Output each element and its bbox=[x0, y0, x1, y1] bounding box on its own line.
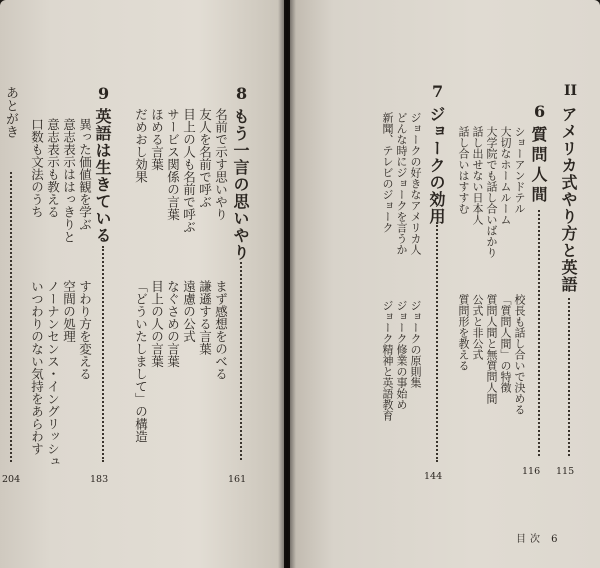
chapter-9-title: 英語は生きている bbox=[93, 108, 112, 244]
chapter-9-section: ノーナンセンス・イングリッシュ bbox=[45, 280, 61, 468]
chapter-9-section: 意志表示ははっきりと bbox=[61, 118, 77, 243]
chapter-8-section: 友人を名前で呼ぶ bbox=[197, 108, 213, 208]
chapter-8-section: なぐさめの言葉 bbox=[165, 280, 181, 368]
chapter-9-section: 空間の処理 bbox=[61, 280, 77, 343]
chapter-7-section: どんな時にジョークを言うか bbox=[395, 112, 408, 255]
chapter-8-leader bbox=[240, 262, 242, 460]
chapter-7-number: 7 bbox=[432, 82, 444, 101]
chapter-6-section: 公式と非公式 bbox=[471, 294, 484, 360]
chapter-8-section: 目上の人の言葉 bbox=[149, 280, 165, 368]
chapter-9-section: 意志表示も教える bbox=[45, 118, 61, 218]
chapter-6-section: 大学院でも話し合いばかり bbox=[485, 126, 498, 258]
chapter-8-section: 目上の人も名前で呼ぶ bbox=[181, 108, 197, 233]
chapter-7-section: ジョークの好きなアメリカ人 bbox=[409, 112, 422, 255]
chapter-7-section: ジョーク修業の事始め bbox=[395, 300, 408, 410]
chapter-7-page: 144 bbox=[424, 471, 443, 482]
chapter-7-title: ジョークの効用 bbox=[427, 106, 446, 225]
chapter-6-section: 話し合いはすすむ bbox=[457, 126, 470, 214]
chapter-6-section: 校長も話し合いで決める bbox=[513, 294, 526, 415]
part-page: 115 bbox=[556, 466, 575, 477]
chapter-8-number: 8 bbox=[236, 84, 248, 103]
chapter-6-leader bbox=[538, 210, 540, 456]
chapter-9-section: いつわりのない気持をあらわす bbox=[29, 280, 45, 455]
chapter-6-title: 質問人間 bbox=[529, 126, 548, 206]
afterword-page: 204 bbox=[2, 474, 21, 485]
chapter-8-page: 161 bbox=[228, 474, 247, 485]
chapter-8-section: だめおし効果 bbox=[133, 108, 149, 183]
chapter-7-section: ジョークの原則集 bbox=[409, 300, 422, 388]
chapter-6-number: 6 bbox=[534, 102, 546, 121]
part-title: アメリカ式やり方と英語 bbox=[559, 106, 578, 293]
chapter-6-section: ショーアンドテル bbox=[513, 126, 526, 214]
right-page bbox=[290, 0, 600, 568]
left-page bbox=[0, 0, 284, 568]
part-leader bbox=[568, 298, 570, 456]
chapter-6-page: 116 bbox=[522, 466, 541, 477]
chapter-6-section: 質問人間と無質問人間 bbox=[485, 294, 498, 404]
page-footer: 目次 6 bbox=[516, 534, 562, 545]
chapter-7-leader bbox=[436, 222, 438, 462]
chapter-6-section: 大切なホームルーム bbox=[499, 126, 512, 225]
chapter-9-page: 183 bbox=[90, 474, 109, 485]
chapter-8-section: 謙遜する言葉 bbox=[197, 280, 213, 355]
chapter-9-leader bbox=[102, 246, 104, 462]
book-gutter bbox=[278, 0, 296, 568]
chapter-6-section: 「質問人間」の特徴 bbox=[499, 294, 512, 393]
chapter-8-section: 名前で示す思いやり bbox=[213, 108, 229, 221]
chapter-9-section: 異った価値観を学ぶ bbox=[77, 118, 93, 231]
part-number: II bbox=[564, 83, 578, 99]
chapter-9-number: 9 bbox=[98, 84, 110, 103]
chapter-7-section: ジョーク精神と英語教育 bbox=[381, 300, 394, 421]
chapter-8-title: もう一言の思いやり bbox=[231, 108, 250, 261]
chapter-6-section: 話し出せない日本人 bbox=[471, 126, 484, 225]
chapter-8-section: 「どういたしまして」の構造 bbox=[133, 280, 149, 443]
chapter-8-section: サービス関係の言葉 bbox=[165, 108, 181, 221]
chapter-9-section: すわり方を変える bbox=[77, 280, 93, 380]
afterword-leader bbox=[10, 172, 12, 462]
chapter-8-section: まず感想をのべる bbox=[213, 280, 229, 380]
chapter-9-section: 口数も文法のうち bbox=[29, 118, 45, 218]
chapter-6-section: 質問形を教える bbox=[457, 294, 470, 371]
chapter-7-section: 新聞、テレビのジョーク bbox=[381, 112, 394, 233]
chapter-8-section: 遠慮の公式 bbox=[181, 280, 197, 343]
chapter-8-section: ほめる言葉 bbox=[149, 108, 165, 171]
afterword-title: あとがき bbox=[3, 86, 18, 138]
